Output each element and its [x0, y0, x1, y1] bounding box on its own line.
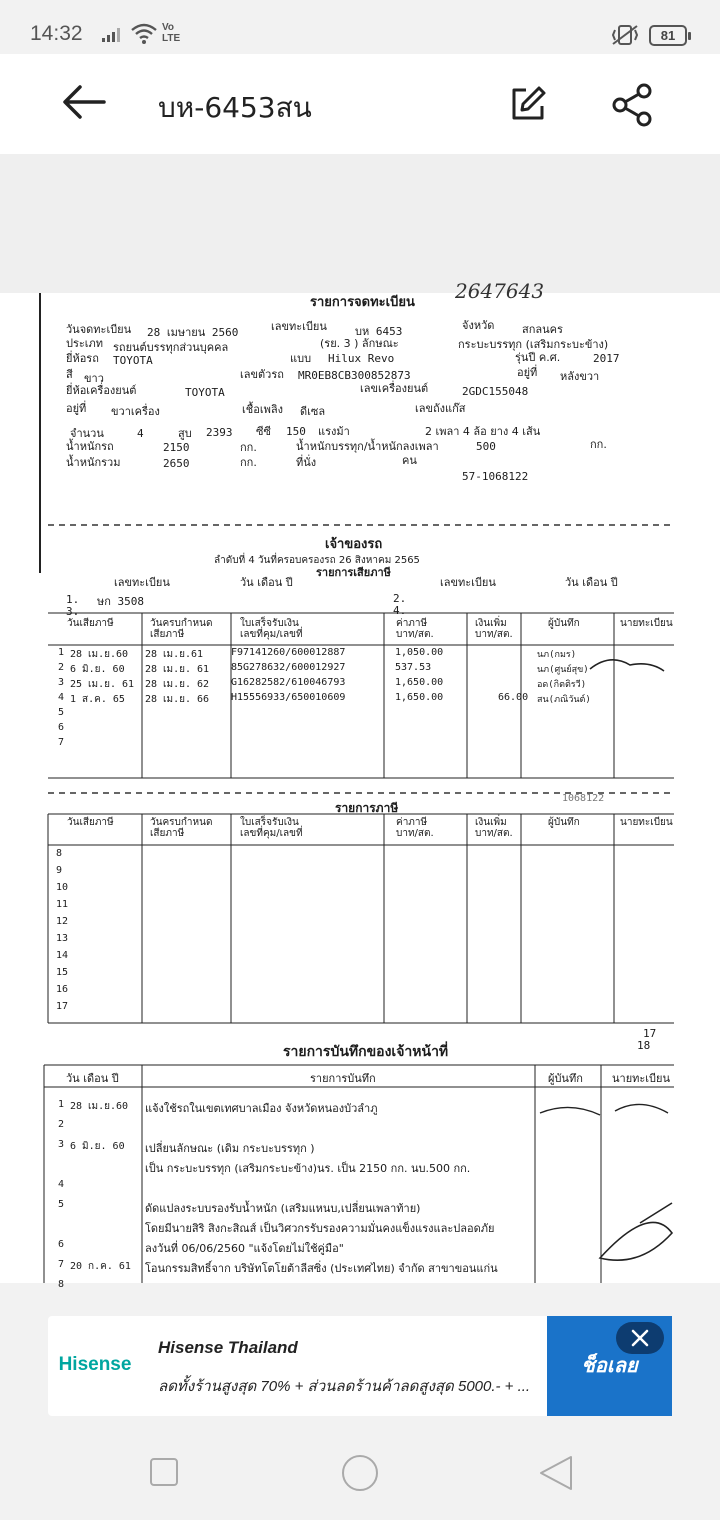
section-title-notes: รายการบันทึกของเจ้าหน้าที่ — [283, 1044, 449, 1060]
value: TOYOTA — [185, 386, 225, 399]
label: เลขถังแก๊ส — [415, 402, 466, 415]
value: 2GDC155048 — [462, 385, 529, 398]
row-number: 3 — [58, 677, 65, 688]
row-number: 11 — [56, 899, 69, 910]
cell-recorder: อด(กิตติรวี) — [537, 680, 587, 690]
cell-note: โอนกรรมสิทธิ์จาก บริษัทโตโยต้าลีสซิ่ง (ประเทศไทย) จำกัด สาขาขอนแก่น — [145, 1262, 498, 1275]
table-header: วันครบกำหนด เสียภาษี — [150, 618, 213, 640]
page-number: 17 — [643, 1027, 657, 1040]
close-icon — [616, 1322, 664, 1354]
value: Hilux Revo — [328, 352, 395, 365]
label: กก. — [240, 456, 257, 469]
section-title-registration: รายการจดทะเบียน — [310, 295, 415, 310]
section-title-owner: เจ้าของรถ — [325, 537, 383, 552]
cell-paid: 28 เม.ย.60 — [70, 649, 129, 660]
row-number: 8 — [58, 1279, 65, 1290]
value: กระบะบรรทุก (เสริมกระบะข้าง) — [458, 338, 609, 351]
battery-indicator: 81 — [649, 25, 687, 46]
row-number: 6 — [58, 722, 65, 733]
back-button[interactable] — [539, 1455, 573, 1495]
value: บห 6453 — [355, 325, 403, 338]
cell-recorder: สน(ภณิวันต์) — [537, 695, 591, 705]
cell-note: ลงวันที่ 06/06/2560 "แจ้งโดยไม่ใช้คู่มือ" — [145, 1242, 344, 1255]
value: TOYOTA — [113, 354, 153, 367]
label: (รย. 3 ) ลักษณะ — [320, 337, 399, 350]
volte-indicator: Vo LTE — [162, 22, 181, 44]
vibrate-icon — [611, 24, 639, 50]
cell-due: 28 เม.ย.61 — [145, 649, 204, 660]
section-title-tax-missed: รายการเสียภาษี — [316, 566, 391, 579]
value: 2017 — [593, 352, 620, 365]
cell-date: 28 เม.ย.60 — [70, 1101, 129, 1112]
row-number: 8 — [56, 848, 63, 859]
cell-tax: 1,050.00 — [395, 647, 444, 658]
table-header: วันครบกำหนด เสียภาษี — [150, 817, 213, 839]
row-number: 10 — [56, 882, 69, 893]
value: 28 เมษายน 2560 — [147, 326, 239, 339]
row-number: 16 — [56, 984, 69, 995]
value: ขาว — [84, 372, 104, 385]
header: วัน เดือน ปี — [240, 576, 293, 589]
edit-icon[interactable] — [508, 84, 548, 128]
row-label: 2. — [393, 592, 407, 605]
cell-recorder: นภ(ศูนย์สุข) — [537, 665, 589, 675]
value: 500 — [476, 440, 496, 453]
cell-note: เป็น กระบะบรรทุก (เสริมกระบะข้าง)นร. เป็น 2150 กก. นบ.500 กก. — [145, 1162, 471, 1175]
page-number: 18 — [637, 1039, 651, 1052]
label: แรงม้า — [318, 425, 350, 438]
row-number: 15 — [56, 967, 69, 978]
label: วันจดทะเบียน — [66, 323, 132, 336]
app-bar — [0, 54, 720, 154]
label: ยี่ห้อรถ — [66, 352, 99, 365]
value: MR0EB8CB300852873 — [298, 369, 411, 382]
table-header: ผู้บันทึก — [548, 817, 580, 828]
table-header: ใบเสร็จรับเงิน เลขที่คุม/เลขที่ — [240, 817, 303, 839]
cell-due: 28 เม.ย. 61 — [145, 664, 210, 675]
status-time: 14:32 — [30, 22, 83, 45]
row-number: 5 — [58, 707, 65, 718]
value: สกลนคร — [522, 323, 563, 336]
image-viewer-background — [0, 154, 720, 294]
row-number: 3 — [58, 1139, 65, 1150]
cell-receipt: F97141260/600012887 — [231, 647, 346, 658]
cell-due: 28 เม.ย. 62 — [145, 679, 210, 690]
label: น้ำหนักบรรทุก/น้ำหนักลงเพลา — [296, 440, 439, 453]
page-title: บห-6453สน — [158, 91, 312, 124]
cell-note: ดัดแปลงระบบรองรับน้ำหนัก (เสริมแหนบ,เปลี่ยนเพลาท้าย) — [145, 1202, 421, 1215]
value: 2150 — [163, 441, 190, 454]
cell-note: แจ้งใช้รถในเขตเทศบาลเมือง จังหวัดหนองบัวลำภู — [145, 1102, 378, 1115]
value: หลังขวา — [560, 370, 600, 383]
label: กก. — [240, 441, 257, 454]
label: เชื้อเพลิง — [242, 403, 283, 416]
value: 2650 — [163, 457, 190, 470]
header: วัน เดือน ปี — [565, 576, 618, 589]
cell-date: 20 ก.ค. 61 — [70, 1261, 131, 1272]
value: ดีเซล — [300, 405, 326, 418]
recents-button[interactable] — [149, 1457, 179, 1491]
row-number: 6 — [58, 1239, 65, 1250]
ad-logo: Hisense — [58, 1354, 132, 1375]
label: จังหวัด — [462, 319, 495, 332]
row-number: 17 — [56, 1001, 69, 1012]
system-nav-bar — [0, 1424, 720, 1520]
cell-note: เปลี่ยนลักษณะ (เดิม กระบะบรรทุก ) — [145, 1142, 315, 1155]
row-number: 7 — [58, 1259, 65, 1270]
ad-cta-button[interactable]: ช็อเลย — [547, 1316, 672, 1416]
table-header: ใบเสร็จรับเงิน เลขที่คุม/เลขที่ — [240, 618, 303, 640]
row-number: 13 — [56, 933, 69, 944]
table-header: รายการบันทึก — [310, 1072, 376, 1085]
row-number: 1 — [58, 1099, 65, 1110]
row-number: 5 — [58, 1199, 65, 1210]
wifi-icon — [131, 23, 157, 49]
ad-advertiser: Hisense Thailand — [158, 1338, 298, 1357]
cell-paid: 6 มิ.ย. 60 — [70, 664, 125, 675]
label: สูบ — [178, 427, 192, 440]
table-header: ผู้บันทึก — [548, 618, 580, 629]
ad-banner[interactable] — [48, 1316, 672, 1416]
label: เลขตัวรถ — [240, 368, 284, 381]
registration-document-image[interactable] — [0, 279, 720, 1290]
value: รถยนต์บรรทุกส่วนบุคคล — [113, 341, 229, 354]
value: 2393 — [206, 426, 233, 439]
label: แบบ — [290, 352, 312, 365]
ad-description: ลดทั้งร้านสูงสุด 70% + ส่วนลดร้านค้าลดสูงสุด 5000.- + ... — [158, 1378, 531, 1395]
row-number: 4 — [58, 692, 65, 703]
label: อยู่ที่ — [66, 402, 87, 415]
handwritten-number: 2647643 — [455, 279, 545, 303]
label: น้ำหนักรถ — [66, 440, 114, 453]
label: น้ำหนักรวม — [66, 456, 121, 469]
label: สี — [66, 368, 73, 381]
owner-line: ลำดับที่ 4 วันที่ครอบครองรถ 26 สิงหาคม 2565 — [214, 555, 420, 566]
cell-receipt: G16282582/610046793 — [231, 677, 346, 688]
row-number: 7 — [58, 737, 65, 748]
row-number: 4 — [58, 1179, 65, 1190]
status-bar — [0, 0, 720, 54]
table-header: ค่าภาษี บาท/สต. — [396, 817, 434, 839]
table-header: ผู้บันทึก — [548, 1072, 583, 1085]
document-number: 57-1068122 — [462, 470, 529, 483]
row-number: 1 — [58, 647, 65, 658]
cell-receipt: H15556933/650010609 — [231, 692, 346, 703]
table-header: วันเสียภาษี — [67, 618, 114, 629]
table-header: วันเสียภาษี — [67, 817, 114, 828]
row-number: 9 — [56, 865, 63, 876]
cell-extra: 66.00 — [498, 692, 529, 703]
row-label: 1. — [66, 593, 80, 606]
home-button[interactable] — [341, 1454, 379, 1496]
back-arrow-icon[interactable] — [62, 84, 106, 124]
row-label: 3. — [66, 605, 80, 618]
header: เลขทะเบียน — [440, 576, 496, 589]
label: รุ่นปี ค.ศ. — [515, 351, 561, 364]
value: 150 — [286, 425, 306, 438]
label: กก. — [590, 438, 607, 451]
cell-tax: 1,650.00 — [395, 677, 444, 688]
row-number: 14 — [56, 950, 69, 961]
cell-tax: 537.53 — [395, 662, 432, 673]
row-number: 12 — [56, 916, 69, 927]
label: อยู่ที่ — [517, 366, 538, 379]
value: ขวาเครื่อง — [111, 405, 160, 418]
label: เลขทะเบียน — [271, 320, 327, 333]
label: ที่นั่ง — [296, 456, 317, 469]
table-header: ค่าภาษี บาท/สต. — [396, 618, 434, 640]
table-header: นายทะเบียน — [620, 817, 673, 828]
cell-date: 6 มิ.ย. 60 — [70, 1141, 125, 1152]
label: ยี่ห้อเครื่องยนต์ — [66, 384, 137, 397]
signal-icon — [101, 27, 123, 47]
row-label: 4. — [393, 604, 407, 617]
row-number: 2 — [58, 1119, 65, 1130]
cell-paid: 25 เม.ย. 61 — [70, 679, 135, 690]
label: คน — [402, 454, 417, 467]
label: เลขเครื่องยนต์ — [360, 382, 429, 395]
cell-paid: 1 ส.ค. 65 — [70, 694, 125, 705]
label: ซีซี — [256, 425, 271, 438]
value: 2 เพลา 4 ล้อ ยาง 4 เส้น — [425, 425, 541, 438]
table-header: เงินเพิ่ม บาท/สต. — [475, 618, 513, 640]
header: เลขทะเบียน — [114, 576, 170, 589]
row-number: 2 — [58, 662, 65, 673]
label: ประเภท — [66, 337, 104, 350]
cell-recorder: นภ(กมร) — [537, 650, 577, 660]
share-icon[interactable] — [610, 82, 656, 132]
table-header: เงินเพิ่ม บาท/สต. — [475, 817, 513, 839]
cell-receipt: 85G278632/600012927 — [231, 662, 346, 673]
cell-tax: 1,650.00 — [395, 692, 444, 703]
table-header: นายทะเบียน — [620, 618, 673, 629]
ad-close-button[interactable] — [616, 1322, 664, 1354]
table-header: วัน เดือน ปี — [66, 1072, 119, 1085]
section-title-tax: รายการภาษี — [335, 801, 399, 815]
value: 4 — [137, 427, 144, 440]
row-value: ษก 3508 — [97, 595, 145, 608]
document-stamp: 1068122 — [562, 793, 605, 804]
table-header: นายทะเบียน — [612, 1072, 671, 1085]
label: จำนวน — [70, 427, 104, 440]
cell-due: 28 เม.ย. 66 — [145, 694, 210, 705]
cell-note: โดยมีนายสิริ สิงกะสิณส์ เป็นวิศวกรรับรองความมั่นคงแข็งแรงและปลอดภัย — [145, 1222, 495, 1235]
